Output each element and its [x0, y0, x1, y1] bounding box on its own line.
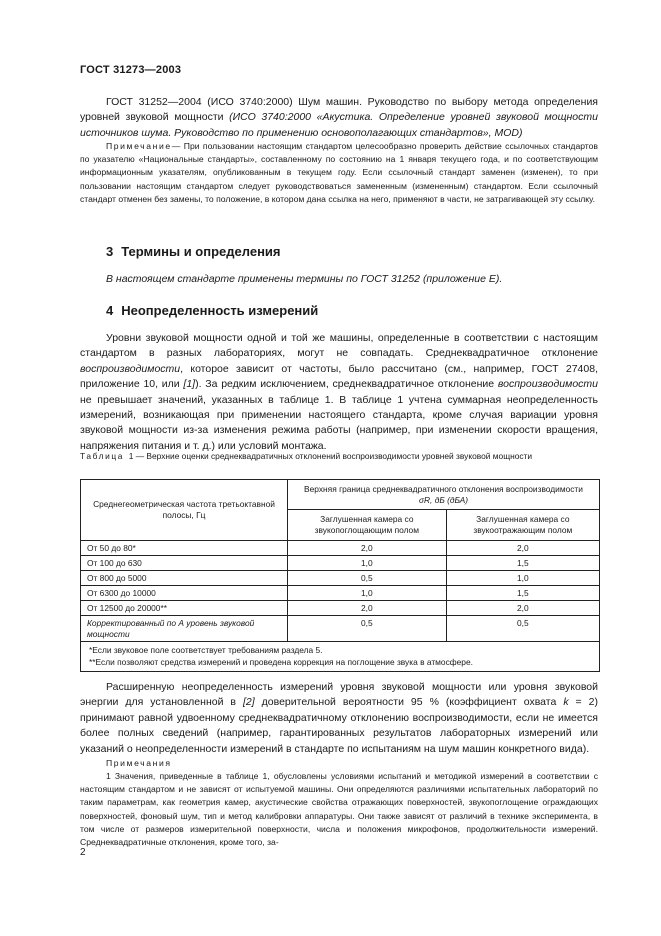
section-3-heading — [106, 244, 281, 259]
table-row — [81, 586, 600, 601]
term-reproducibility: воспроизводимости — [80, 362, 181, 375]
reference-italic: (ИСО 3740:2000 «Акустика. Определение уровней звуковой мощности источников шума. Руководство по применению основополагающих стандартов», MOD) — [80, 111, 598, 139]
absorbing-value: 0,5 — [288, 571, 447, 586]
normative-reference — [80, 95, 598, 141]
section-3-number: 3 — [106, 244, 114, 259]
reflecting-value: 1,5 — [446, 586, 599, 601]
absorbing-value: 1,0 — [288, 586, 447, 601]
table-row-corrected — [81, 616, 600, 642]
para-text: Уровни звуковой мощности одной и той же машины, определенные в соответствии с настоящим стандартом в разных лабораториях, могут не совпадать. Среднеквадратичное отклонение — [80, 332, 598, 360]
upper-bound-label: Верхняя граница среднеквадратичного отклонения воспроизводимости — [304, 483, 583, 494]
para-text: Расширенную неопределенность измерений уровня звуковой мощности или уровня звуковой энергии для установленной в — [80, 681, 598, 709]
footnote-2: **Если позволяют средства измерений и проведена коррекция на поглощение звука в атмосфере. — [89, 656, 473, 667]
absorbing-value: 1,0 — [288, 556, 447, 571]
table-row — [81, 541, 600, 556]
bibliography-ref: [2] — [243, 696, 255, 709]
freq-cell: От 800 до 5000 — [81, 571, 288, 586]
absorbing-value: 2,0 — [288, 541, 447, 556]
para-text: , которое зависит от частоты, было рассчитано (см., например, ГОСТ 27408, приложение 10, или — [80, 362, 598, 391]
para-text: ). За редким исключением, среднеквадратичное отклонение — [195, 378, 498, 391]
corrected-label: Корректированный по А уровень звуковой мощности — [81, 616, 288, 642]
footnotes-cell — [81, 642, 600, 672]
reflecting-value: 2,0 — [446, 601, 599, 616]
table-row — [81, 601, 600, 616]
reflecting-value: 2,0 — [446, 541, 599, 556]
note-label: Примечание — [106, 141, 172, 151]
term-reproducibility: воспроизводимости — [497, 378, 599, 391]
table-caption-label: Таблица — [80, 451, 125, 461]
freq-cell: От 6300 до 10000 — [81, 586, 288, 601]
absorbing-value: 2,0 — [288, 601, 447, 616]
table-row — [81, 556, 600, 571]
expanded-uncertainty-paragraph — [80, 680, 598, 757]
reproducibility-table — [80, 479, 600, 672]
page-number: 2 — [80, 847, 86, 858]
para-text: не превышает значений, указанных в таблице 1. В таблице 1 учтена суммарная неопределенность измерений, возникающая при применении настоящего стандарта, кроме случая вариации уровня звуковой мощности из-за изменения режима работы (например, при изменении скорости вращения, напряжения питания и т. д.) или условий монтажа. — [80, 393, 598, 452]
reflecting-value: 1,0 — [446, 571, 599, 586]
table-caption — [80, 450, 598, 462]
references-note — [80, 140, 598, 206]
column-header-frequency: Среднегеометрическая частота третьоктавной полосы, Гц — [81, 480, 288, 541]
column-header-upper-bound — [288, 480, 600, 510]
absorbing-value: 0,5 — [288, 616, 447, 642]
table-row — [81, 571, 600, 586]
reflecting-value: 1,5 — [446, 556, 599, 571]
section-4-title: Неопределенность измерений — [121, 303, 319, 318]
standard-header: ГОСТ 31273—2003 — [80, 64, 182, 76]
section-4-number: 4 — [106, 303, 114, 318]
notes-text: 1 Значения, приведенные в таблице 1, обусловлены условиями испытаний и методикой измерений в соответствии с настоящим стандартом и не зависят от испытуемой машины. Они определяются различиями испытательных лабораторий по таким параметрам, как геометрия камер, акустические свойства отражающих поверхностей, звукопоглощение ограждающих поверхностей, фоновый шум, тип и метод калибровки аппаратуры. Они также зависят от различий в технике эксперимента, в том числе от размеров измерительной поверхности, числа и положения микрофонов, продолжительности измерений. Среднеквадратичные отклонения, кроме того, за- — [80, 771, 598, 848]
section-4-heading — [106, 303, 318, 318]
section-3-title: Термины и определения — [121, 244, 281, 259]
upper-bound-unit: σR, дБ (дБА) — [418, 494, 469, 505]
column-header-absorbing: Заглушенная камера со звукопоглощающим полом — [288, 510, 447, 541]
para-text: доверительной вероятности 95 % (коэффициент охвата — [254, 696, 564, 709]
para-text: = 2) принимают равной удвоенному среднеквадратичному отклонению воспроизводимости, если не имеется более полных сведений (например, гарантированных результатов лабораторных измерений или указаний о неопределенности измерений в стандарте по испытаниям на шум машин конкретного вида). — [80, 696, 598, 755]
coverage-factor-symbol: k — [563, 696, 569, 709]
column-header-reflecting: Заглушенная камера со звукоотражающим полом — [446, 510, 599, 541]
section-4-paragraph — [80, 331, 598, 454]
notes-label-text: Примечания — [106, 758, 172, 768]
freq-cell: От 50 до 80* — [81, 541, 288, 556]
bibliography-ref: [1] — [183, 378, 196, 391]
reflecting-value: 0,5 — [446, 616, 599, 642]
footnote-1: *Если звуковое поле соответствует требованиям раздела 5. — [89, 645, 323, 655]
notes-label — [106, 757, 598, 770]
note-text: — При пользовании настоящим стандартом целесообразно проверить действие ссылочных стандартов по указателю «Национальные стандарты», составленному по состоянию на 1 января текущего года, и по соответствующим информационным указателям, опубликованным в текущем году. Если ссылочный стандарт заменен (изменен), то при пользовании настоящим стандартом следует руководствоваться замененным (измененным) стандартом. Если ссылочный стандарт отменен без замены, то положение, в котором дана ссылка на него, применяют в части, не затрагивающей эту ссылку. — [80, 141, 598, 204]
freq-cell: От 12500 до 20000** — [81, 601, 288, 616]
table-caption-text: 1 — Верхние оценки среднеквадратичных отклонений воспроизводимости уровней звуковой мощности — [128, 451, 533, 461]
section-3-text: В настоящем стандарте применены термины по ГОСТ 31252 (приложение Е). — [106, 273, 503, 285]
table-footnotes — [81, 642, 600, 672]
freq-cell: От 100 до 630 — [81, 556, 288, 571]
reference-text: ГОСТ 31252—2004 (ИСО 3740:2000) Шум машин. Руководство по выбору метода определения уровней звуковой мощности — [80, 96, 598, 124]
